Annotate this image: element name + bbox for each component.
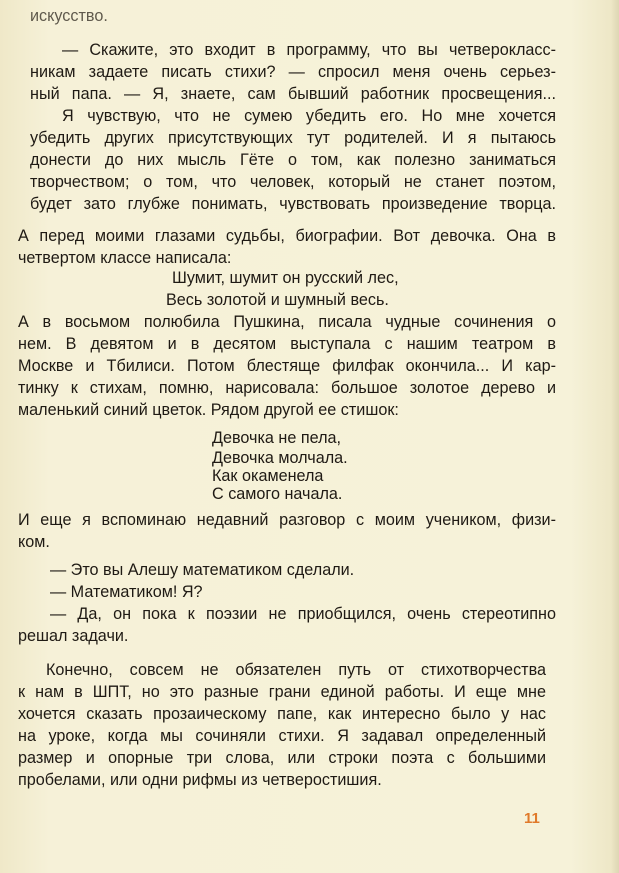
- text-line: пробелами, или одни рифмы из четверостишия.: [18, 771, 382, 789]
- dialogue-line: — Математиком! Я?: [50, 583, 203, 601]
- text-line: искусство.: [30, 7, 108, 25]
- poem-line: Весь золотой и шумный весь.: [166, 291, 389, 309]
- text-line: убедить других присутствующих тут родителей. И я пытаюсь: [30, 129, 556, 147]
- dialogue-line: решал задачи.: [18, 627, 129, 645]
- text-line: Конечно, совсем не обязателен путь от стихотворчества: [46, 661, 546, 679]
- page-number: 11: [524, 810, 540, 827]
- page-edge: [611, 0, 619, 873]
- text-line: творчеством; о том, что человек, который не станет поэтом,: [30, 173, 556, 191]
- poem-line: С самого начала.: [212, 485, 343, 503]
- text-line: — Скажите, это входит в программу, что вы четверокласс-: [62, 41, 556, 59]
- text-line: четвертом классе написала:: [18, 249, 232, 267]
- poem-line: Как окаменела: [212, 467, 324, 485]
- text-line: Москве и Тбилиси. Потом блестяще филфак окончила... И кар-: [18, 357, 556, 375]
- text-line: будет зато глубже понимать, чувствовать произведение творца.: [30, 195, 556, 213]
- dialogue-line: — Это вы Алешу математиком сделали.: [50, 561, 355, 579]
- text-line: тинку к стихам, помню, нарисовала: большое золотое дерево и: [18, 379, 556, 397]
- poem-line: Шумит, шумит он русский лес,: [172, 269, 399, 287]
- text-line: нем. В девятом и в десятом выступала с нашим театром в: [18, 335, 556, 353]
- text-line: Я чувствую, что не сумею убедить его. Но мне хочется: [62, 107, 556, 125]
- text-line: размер и опорные три слова, или строки поэта с большими: [18, 749, 546, 767]
- text-line: на уроке, когда мы сочиняли стихи. Я задавал определенный: [18, 727, 546, 745]
- text-line: к нам в ШПТ, но это разные грани единой работы. И еще мне: [18, 683, 546, 701]
- text-line: маленький синий цветок. Рядом другой ее стишок:: [18, 401, 399, 419]
- text-line: ный папа. — Я, знаете, сам бывший работник просвещения...: [30, 85, 556, 103]
- poem-line: Девочка не пела,: [212, 429, 342, 447]
- text-line: А в восьмом полюбила Пушкина, писала чудные сочинения о: [18, 313, 556, 331]
- text-line: донести до них мысль Гёте о том, как полезно заниматься: [30, 151, 556, 169]
- text-line: ком.: [18, 533, 50, 551]
- text-line: А перед моими глазами судьбы, биографии. Вот девочка. Она в: [18, 227, 556, 245]
- text-line: хочется сказать прозаическому папе, как интересно было у нас: [18, 705, 546, 723]
- text-line: И еще я вспоминаю недавний разговор с моим учеником, физи-: [18, 511, 556, 529]
- dialogue-line: — Да, он пока к поэзии не приобщился, очень стереотипно: [50, 605, 556, 623]
- poem-line: Девочка молчала.: [212, 449, 348, 467]
- text-line: никам задаете писать стихи? — спросил меня очень серьез-: [30, 63, 556, 81]
